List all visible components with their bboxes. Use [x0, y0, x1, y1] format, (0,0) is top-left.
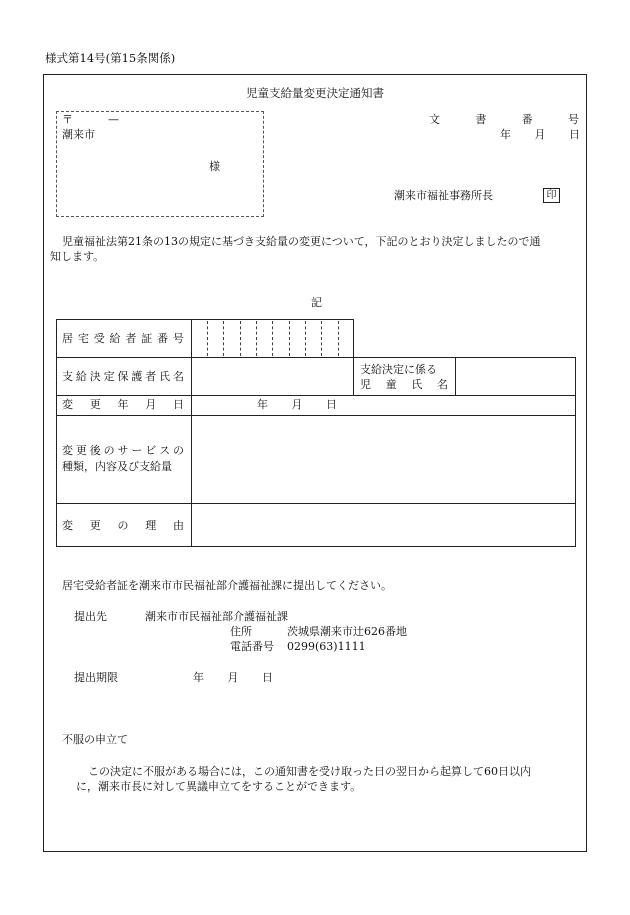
char: 日 — [173, 398, 184, 411]
digit-separator — [338, 321, 339, 356]
intro-line-2: 知します。 — [50, 250, 105, 263]
seal-mark: 印 — [543, 188, 560, 203]
char: 年 — [257, 398, 268, 411]
addressee-honorific: 様 — [209, 160, 220, 173]
char: 号 — [172, 332, 184, 345]
label-child-line-1: 支給決定に係る — [360, 363, 437, 376]
char: 名 — [436, 378, 448, 391]
char: 更 — [75, 444, 87, 457]
char: の — [173, 444, 184, 457]
label-service-line-1 — [62, 445, 184, 456]
char: ス — [159, 444, 171, 457]
char: の — [117, 519, 129, 532]
char: 童 — [385, 378, 397, 391]
label-service-line-2: 種類，内容及び支給量 — [62, 460, 172, 473]
char: 変 — [62, 519, 73, 532]
label-guardian-name — [62, 371, 184, 382]
char: 日 — [262, 671, 273, 684]
char: 書 — [475, 113, 487, 126]
char: 者 — [125, 332, 137, 345]
char: 月 — [291, 398, 303, 411]
issuer-name: 潮来市福祉事務所長 — [394, 189, 493, 202]
address-city: 潮来市 — [62, 128, 95, 141]
appeal-line-1: この決定に不服がある場合には，この通知書を受け取った日の翌日から起算して60日以内 — [88, 765, 531, 778]
char: 日 — [326, 398, 337, 411]
char: 月 — [227, 671, 239, 684]
label-child-line-2 — [360, 379, 448, 390]
table-line — [56, 503, 575, 504]
digit-separator — [321, 321, 322, 356]
table-line — [56, 357, 575, 358]
digit-separator — [240, 321, 241, 356]
postal-dash: — — [108, 113, 119, 126]
address-label: 住所 — [230, 625, 252, 638]
char: 由 — [173, 519, 184, 532]
office-phone: 0299(63)1111 — [287, 640, 366, 653]
char: 後 — [89, 444, 101, 457]
char: 変 — [62, 398, 73, 411]
office-address: 茨城県潮来市辻626番地 — [287, 625, 407, 638]
char: 更 — [89, 519, 101, 532]
char: 番 — [521, 113, 533, 126]
table-line — [575, 357, 576, 547]
char: 番 — [157, 332, 169, 345]
char: 更 — [89, 398, 101, 411]
table-line — [191, 319, 192, 547]
issue-date — [500, 129, 580, 140]
table-line — [56, 546, 575, 547]
phone-label: 電話番号 — [230, 640, 274, 653]
char: 居 — [62, 332, 73, 345]
char: 宅 — [77, 332, 89, 345]
digit-separator — [256, 321, 257, 356]
char: 決 — [89, 370, 101, 383]
label-change-reason — [62, 520, 184, 531]
char: の — [103, 444, 115, 457]
table-line — [56, 319, 353, 320]
char: 支 — [62, 370, 73, 383]
char: 受 — [93, 332, 105, 345]
address-box — [56, 111, 264, 217]
char: 名 — [173, 370, 184, 383]
form-number: 様式第14号(第15条関係) — [45, 51, 176, 65]
table-line — [353, 319, 354, 396]
char: 年 — [193, 671, 204, 684]
postal-mark: 〒 — [62, 113, 73, 126]
table-line — [455, 357, 456, 396]
appeal-heading: 不服の申立て — [62, 733, 128, 746]
submit-to-label: 提出先 — [74, 610, 107, 623]
char: 理 — [145, 519, 157, 532]
intro-line-1: 児童福祉法第21条の13の規定に基づき支給量の変更について，下記のとおり決定しましたので通 — [62, 235, 541, 248]
char: 月 — [534, 128, 546, 141]
digit-separator — [272, 321, 273, 356]
change-date-field — [257, 399, 337, 410]
char: 給 — [75, 370, 87, 383]
digit-separator — [223, 321, 224, 356]
char: 護 — [131, 370, 143, 383]
submit-to-office: 潮来市市民福祉部介護福祉課 — [145, 610, 288, 623]
deadline-date — [193, 672, 273, 683]
char: 氏 — [411, 378, 423, 391]
label-change-date — [62, 399, 184, 410]
char: 証 — [141, 332, 153, 345]
digit-separator — [207, 321, 208, 356]
char: 氏 — [159, 370, 171, 383]
char: 日 — [569, 128, 580, 141]
char: 定 — [103, 370, 115, 383]
char: 号 — [567, 113, 579, 126]
char: 保 — [117, 370, 129, 383]
char: 児 — [360, 378, 371, 391]
char: 変 — [62, 444, 73, 457]
char: ー — [131, 444, 143, 457]
char: 年 — [117, 398, 129, 411]
char: 文 — [429, 113, 440, 126]
deadline-label: 提出期限 — [74, 671, 118, 684]
digit-separator — [289, 321, 290, 356]
ki-heading: 記 — [311, 296, 322, 309]
char: 月 — [145, 398, 157, 411]
doc-number-label — [429, 114, 579, 125]
char: 年 — [500, 128, 511, 141]
appeal-line-2: に，潮来市長に対して異議申立てをすることができます。 — [76, 780, 362, 793]
table-line — [56, 415, 575, 416]
document-title: 児童支給量変更決定通知書 — [246, 86, 384, 100]
submit-notice: 居宅受給者証を潮来市市民福祉部介護福祉課に提出してください。 — [62, 579, 392, 592]
char: サ — [117, 444, 129, 457]
table-line — [56, 395, 575, 396]
char: ビ — [145, 444, 157, 457]
label-certificate-number — [62, 333, 184, 344]
char: 給 — [109, 332, 121, 345]
table-line — [56, 319, 57, 547]
char: 者 — [145, 370, 157, 383]
digit-separator — [305, 321, 306, 356]
